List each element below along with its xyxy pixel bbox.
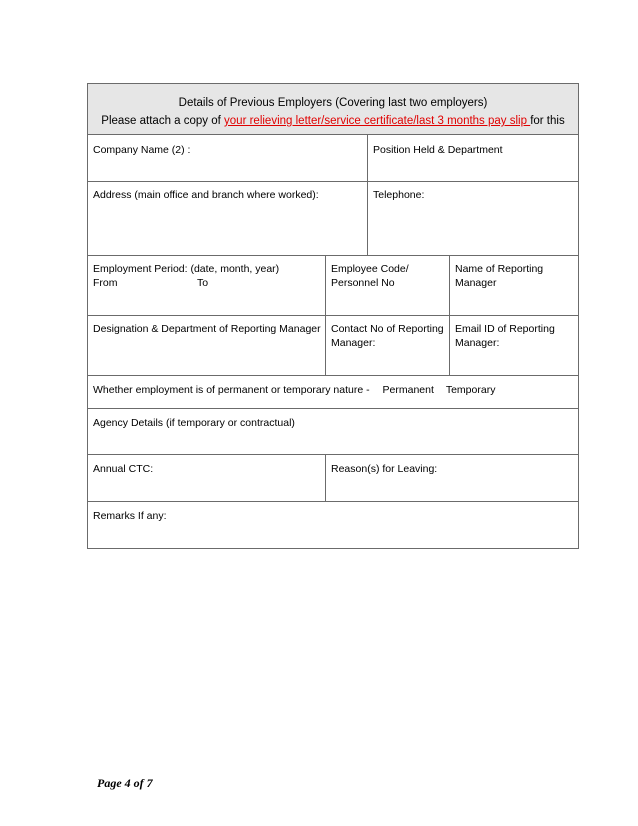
- row-remarks: [88, 502, 578, 548]
- permanent-option[interactable]: Permanent: [382, 384, 434, 396]
- position-field[interactable]: [367, 135, 578, 181]
- company-name-field[interactable]: [88, 135, 367, 181]
- email-label-2: Manager:: [455, 337, 500, 349]
- annual-ctc-label: Annual CTC:: [93, 463, 154, 475]
- temporary-option[interactable]: Temporary: [445, 384, 496, 396]
- employee-code-label-2: Personnel No: [331, 277, 395, 289]
- employment-period-label: Employment Period: (date, month, year): [93, 263, 280, 275]
- attach-prefix: Please attach a copy of: [101, 115, 225, 127]
- reason-field[interactable]: [325, 455, 578, 501]
- row-designation: [88, 316, 578, 376]
- nature-label: Whether employment is of permanent or temporary nature -: [93, 384, 370, 396]
- designation-field[interactable]: [88, 316, 325, 375]
- from-label: From: [93, 277, 118, 289]
- remarks-label: Remarks If any:: [93, 510, 167, 522]
- position-label: Position Held & Department: [373, 144, 503, 156]
- form-header: [88, 84, 578, 135]
- reason-label: Reason(s) for Leaving:: [331, 463, 438, 475]
- contact-label-1: Contact No of Reporting: [331, 323, 444, 335]
- contact-label-2: Manager:: [331, 337, 376, 349]
- row-employment: [88, 256, 578, 316]
- previous-employers-form: [87, 83, 579, 549]
- employee-code-field[interactable]: [325, 256, 449, 315]
- row-address: [88, 182, 578, 256]
- attach-instruction: [88, 114, 578, 129]
- designation-label: Designation & Department of Reporting Manager: [93, 323, 321, 335]
- telephone-field[interactable]: [367, 182, 578, 255]
- contact-field[interactable]: [325, 316, 449, 375]
- attach-link: your relieving letter/service certificate/last 3 months pay slip: [224, 115, 531, 127]
- reporting-manager-label-1: Name of Reporting: [455, 263, 544, 275]
- agency-label: Agency Details (if temporary or contractual): [93, 417, 295, 429]
- row-ctc: [88, 455, 578, 502]
- attach-suffix: for this: [530, 115, 565, 127]
- row-agency: [88, 409, 578, 455]
- nature-field: [88, 376, 578, 408]
- reporting-manager-label-2: Manager: [455, 277, 497, 289]
- to-label: To: [197, 277, 209, 289]
- agency-field[interactable]: [88, 409, 578, 454]
- email-label-1: Email ID of Reporting: [455, 323, 555, 335]
- annual-ctc-field[interactable]: [88, 455, 325, 501]
- form-title: Details of Previous Employers (Covering last two employers): [178, 97, 488, 109]
- address-label: Address (main office and branch where worked):: [93, 189, 319, 201]
- address-field[interactable]: [88, 182, 367, 255]
- telephone-label: Telephone:: [373, 189, 425, 201]
- company-name-label: Company Name (2) :: [93, 144, 191, 156]
- row-nature: [88, 376, 578, 409]
- from-to-line: [93, 276, 325, 290]
- employment-period-field[interactable]: [88, 256, 325, 315]
- remarks-field[interactable]: [88, 502, 578, 548]
- page-number: Page 4 of 7: [97, 776, 153, 790]
- reporting-manager-field[interactable]: [449, 256, 578, 315]
- email-field[interactable]: [449, 316, 578, 375]
- employee-code-label-1: Employee Code/: [331, 263, 409, 275]
- row-company: [88, 135, 578, 182]
